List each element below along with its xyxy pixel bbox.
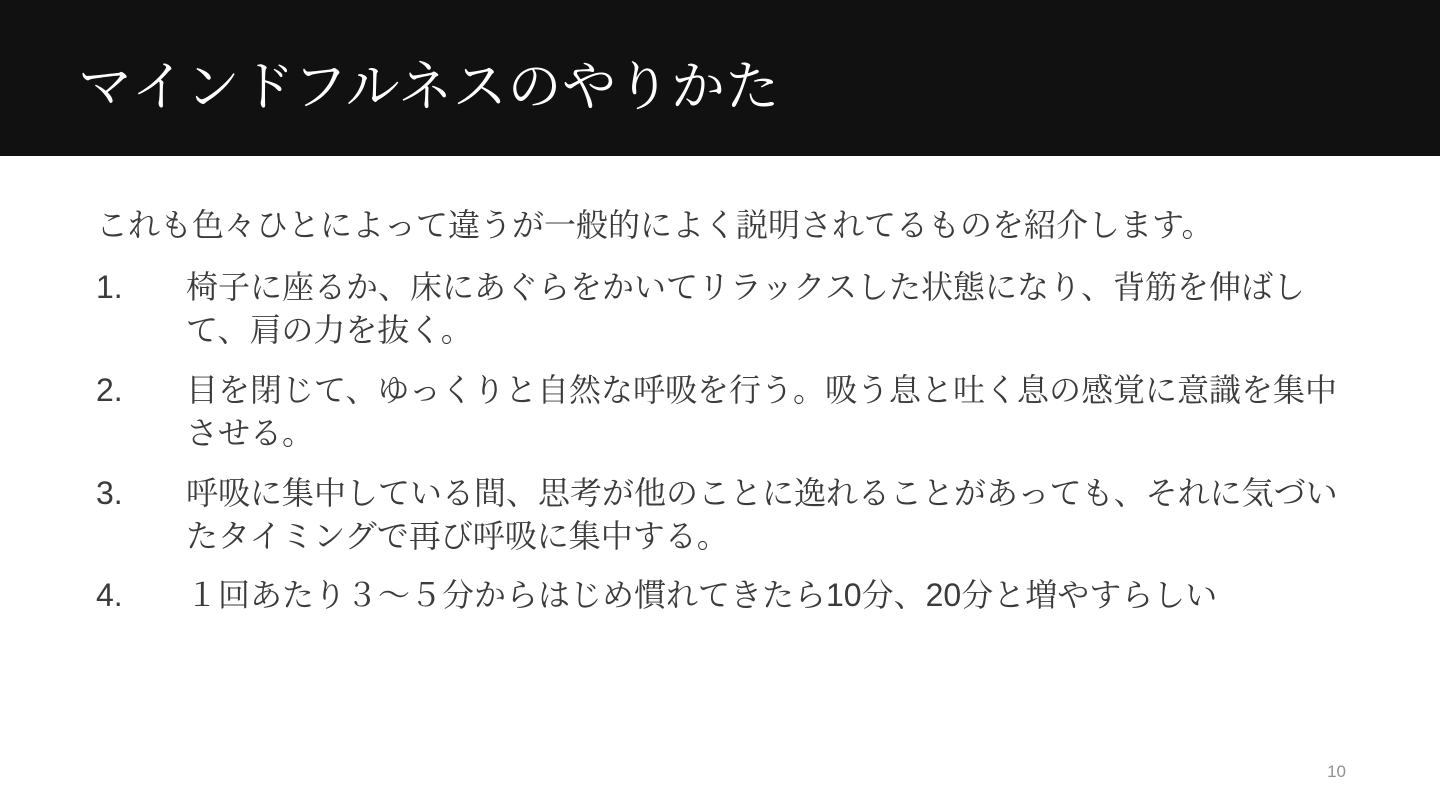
list-item — [96, 472, 1346, 558]
list-item-marker: 2. — [96, 371, 123, 408]
page-title: マインドフルネスのやりかた — [78, 57, 781, 117]
list-item — [96, 266, 1346, 352]
intro-paragraph: これも色々ひとによって違うが一般的によく説明されてるものを紹介します。 — [96, 207, 1214, 243]
list-item-text: 椅子に座るか、床にあぐらをかいてリラックスした状態になり、背筋を伸ばして、肩の力を抜く。 — [186, 269, 1306, 349]
list-item-text: １回あたり３〜５分からはじめ慣れてきたら10分、20分と増やすらしい — [186, 577, 1218, 614]
list-item — [96, 369, 1346, 455]
list-item-text: 目を閉じて、ゆっくりと自然な呼吸を行う。吸う息と吐く息の感覚に意識を集中させる。 — [186, 371, 1338, 451]
list-item-marker: 4. — [96, 577, 123, 614]
page-number: 10 — [1327, 762, 1346, 781]
list-item — [96, 574, 1346, 617]
list-item-marker: 3. — [96, 474, 123, 511]
slide-body — [96, 204, 1346, 634]
list-item-marker: 1. — [96, 269, 123, 306]
list-item-text: 呼吸に集中している間、思考が他のことに逸れることがあっても、それに気づいたタイミングで再び呼吸に集中する。 — [186, 474, 1338, 554]
numbered-list — [96, 266, 1346, 617]
